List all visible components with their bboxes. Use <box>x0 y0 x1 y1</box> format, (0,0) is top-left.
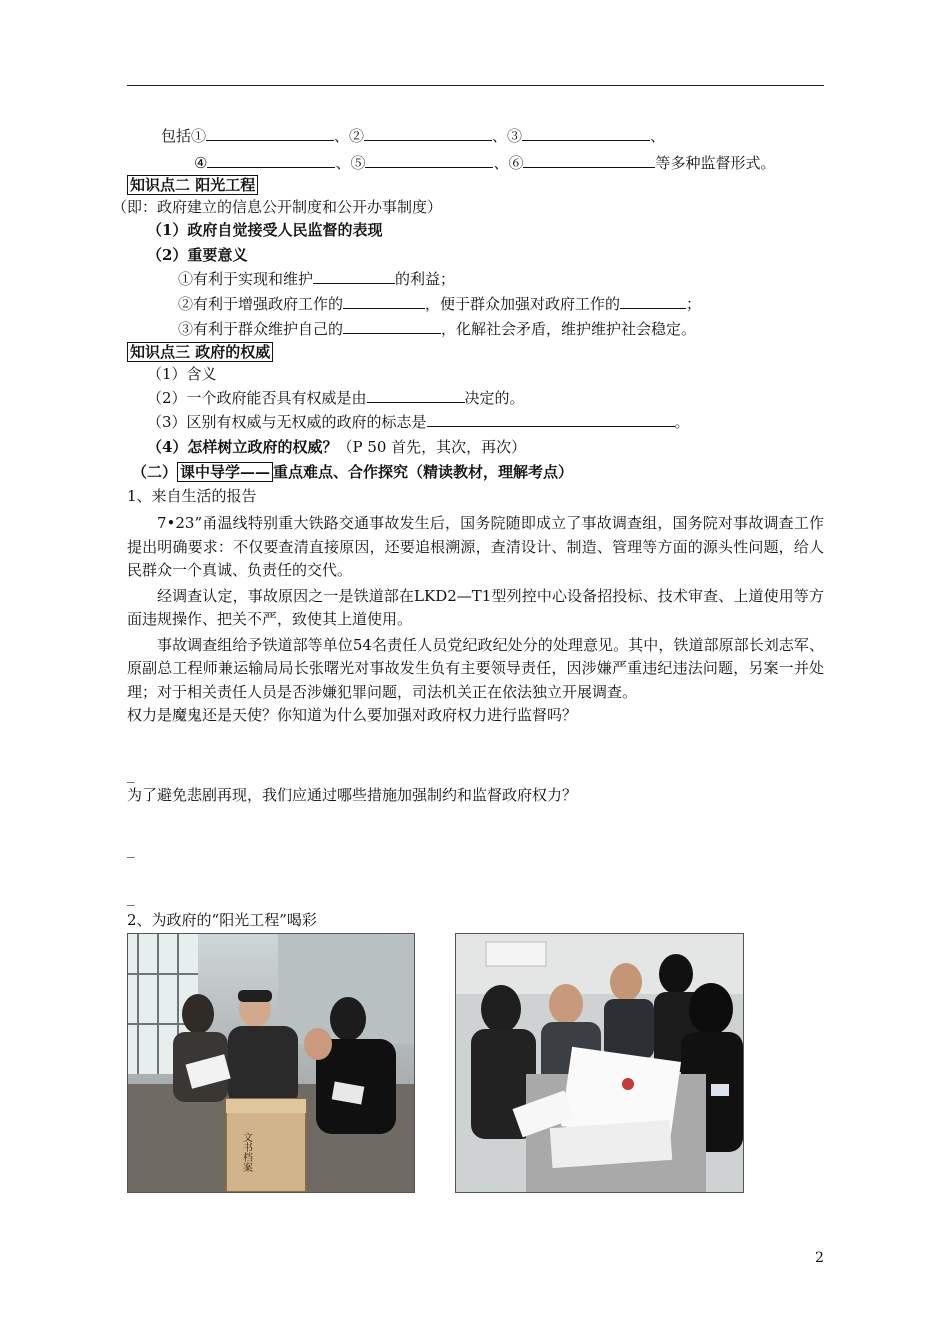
monitor-row-2: ④ 、⑤ 、⑥ 等多种监督形式。 <box>194 154 776 172</box>
report-body <box>127 512 824 728</box>
report-question-2: 为了避免悲剧再现，我们应通过哪些措施加强制约和监督政府权力？ <box>127 786 578 804</box>
monitor-row-1: 包括① 、② 、③ 、 <box>161 127 666 145</box>
report-paragraph-1: 7•23”甬温线特别重大铁路交通事故发生后，国务院随即成立了事故调查组，国务院对事故调查工作提出明确要求：不仅要查清直接原因，还要追根溯源，查清设计、制造、管理等方面的源头性问题，给人民群众一个真诚、负责任的交代。 <box>127 514 824 579</box>
significance-1: ①有利于实现和维护 的利益； <box>178 270 456 288</box>
page-number: 2 <box>815 1250 824 1266</box>
sunshine-title: 2、为政府的“阳光工程”喝彩 <box>127 911 317 929</box>
blank-8[interactable] <box>343 293 425 309</box>
blank-12[interactable] <box>427 411 675 427</box>
blank-1[interactable] <box>206 125 334 141</box>
photo-1-illustration <box>128 934 414 1192</box>
photo-document-archive <box>127 933 415 1193</box>
section3-item1: （1）含义 <box>147 365 217 383</box>
blank-5[interactable] <box>365 152 493 168</box>
answer-line-2: _ <box>127 840 135 858</box>
header-rule <box>127 85 824 86</box>
part2-heading: （二） 课中导学—— 重点难点、合作探究（精读教材，理解考点） <box>132 463 574 481</box>
section2-note: （即：政府建立的信息公开制度和公开办事制度） <box>112 198 443 216</box>
report-question-1: 权力是魔鬼还是天使？你知道为什么要加强对政府权力进行监督吗？ <box>127 706 578 724</box>
blank-6[interactable] <box>523 152 655 168</box>
blank-2[interactable] <box>364 125 492 141</box>
blank-11[interactable] <box>367 387 465 403</box>
report-paragraph-3: 事故调查组给予铁道部等单位54名责任人员党纪政纪处分的处理意见。其中，铁道部原部长刘志军、原副总工程师兼运输局局长张曙光对事故发生负有主要领导责任，因涉嫌严重违纪违法问题，另案一并处理；对于相关责任人员是否涉嫌犯罪问题，司法机关正在依法独立开展调查。 <box>127 635 824 701</box>
blank-10[interactable] <box>343 318 441 334</box>
report-title: 1、来自生活的报告 <box>127 487 257 505</box>
blank-3[interactable] <box>522 125 650 141</box>
significance-2: ②有利于增强政府工作的 ，便于群众加强对政府工作的 ； <box>178 295 702 313</box>
photo-public-documents <box>455 933 744 1193</box>
photo-2-illustration <box>456 934 743 1192</box>
section3-item3: （3）区别有权威与无权威的政府的标志是 。 <box>147 413 690 431</box>
section2-heading: 知识点二 阳光工程 <box>127 174 258 196</box>
blank-9[interactable] <box>620 293 686 309</box>
section2-item2: （2）重要意义 <box>147 246 248 264</box>
section3-item4: （4）怎样树立政府的权威？（P 50 首先，其次，再次） <box>147 438 527 456</box>
answer-line-1: _ <box>127 765 135 783</box>
box-label: 文书档案 <box>240 1132 252 1172</box>
section3-item2: （2）一个政府能否具有权威是由 决定的。 <box>147 389 525 407</box>
blank-4[interactable] <box>207 152 335 168</box>
section3-heading: 知识点三 政府的权威 <box>127 341 273 363</box>
significance-3: ③有利于群众维护自己的 ，化解社会矛盾，维护维护社会稳定。 <box>178 320 697 338</box>
answer-line-3: _ <box>127 888 135 906</box>
report-paragraph-2: 经调查认定，事故原因之一是铁道部在LKD2—T1型列控中心设备招投标、技术审查、上道使用等方面违规操作、把关不严，致使其上道使用。 <box>127 586 824 628</box>
blank-7[interactable] <box>313 268 395 284</box>
section2-item1: （1）政府自觉接受人民监督的表现 <box>147 221 383 239</box>
